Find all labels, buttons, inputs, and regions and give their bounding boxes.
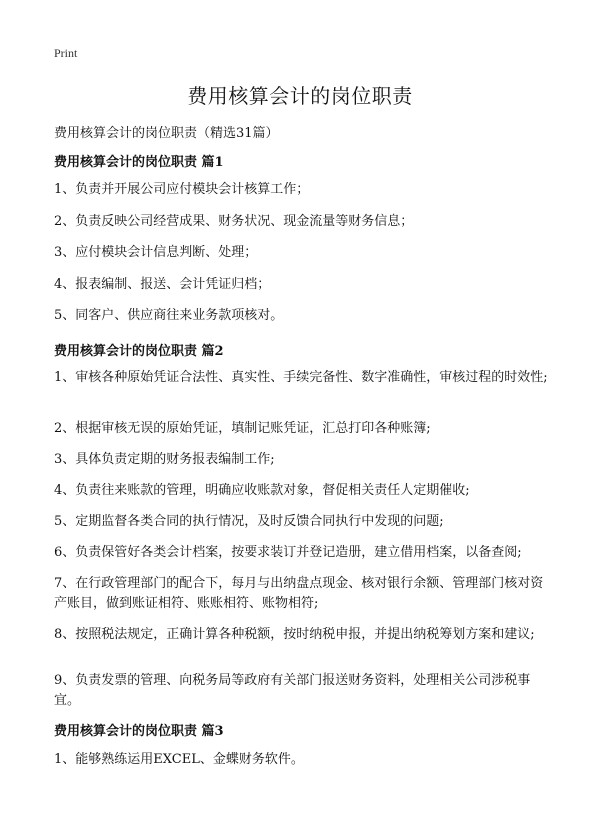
list-item: 1、负责并开展公司应付模块会计核算工作； [54,182,310,197]
list-item: 2、根据审核无误的原始凭证，填制记账凭证，汇总打印各种账簿; [54,421,431,436]
list-item: 2、负责反映公司经营成果、财务状况、现金流量等财务信息； [54,214,414,229]
list-item: 1、审核各种原始凭证合法性、真实性、手续完备性、数字准确性，审核过程的时效性; [54,370,548,385]
list-item: 1、能够熟练运用EXCEL、金蝶财务软件。 [54,752,304,767]
list-item: 5、同客户、供应商往来业务款项核对。 [54,308,284,323]
document-title: 费用核算会计的岗位职责 [187,84,413,108]
list-item: 3、具体负责定期的财务报表编制工作; [54,452,275,467]
list-item: 6、负责保管好各类会计档案，按要求装订并登记造册，建立借用档案，以备查阅; [54,545,522,560]
section-heading-2: 费用核算会计的岗位职责 篇2 [54,344,224,359]
list-item: 5、定期监督各类合同的执行情况，及时反馈合同执行中发现的问题; [54,514,444,529]
section-heading-1: 费用核算会计的岗位职责 篇1 [54,155,224,170]
list-item: 4、报表编制、报送、会计凭证归档； [54,277,271,292]
list-item: 4、负责往来账款的管理，明确应收账款对象，督促相关责任人定期催收; [54,483,470,498]
print-link[interactable]: Print [54,46,78,60]
list-item: 3、应付模块会计信息判断、处理； [54,245,258,260]
list-item: 9、负责发票的管理、向税务局等政府有关部门报送财务资料，处理相关公司涉税事宜。 [54,673,531,708]
list-item: 8、按照税法规定，正确计算各种税额，按时纳税申报，并提出纳税筹划方案和建议; [54,627,535,642]
document-subtitle: 费用核算会计的岗位职责（精选31篇） [54,126,279,141]
list-item: 7、在行政管理部门的配合下，每月与出纳盘点现金、核对银行余额、管理部门核对资产账目，做到账证相符、账账相符、账物相符; [54,576,544,611]
section-heading-3: 费用核算会计的岗位职责 篇3 [54,724,224,739]
